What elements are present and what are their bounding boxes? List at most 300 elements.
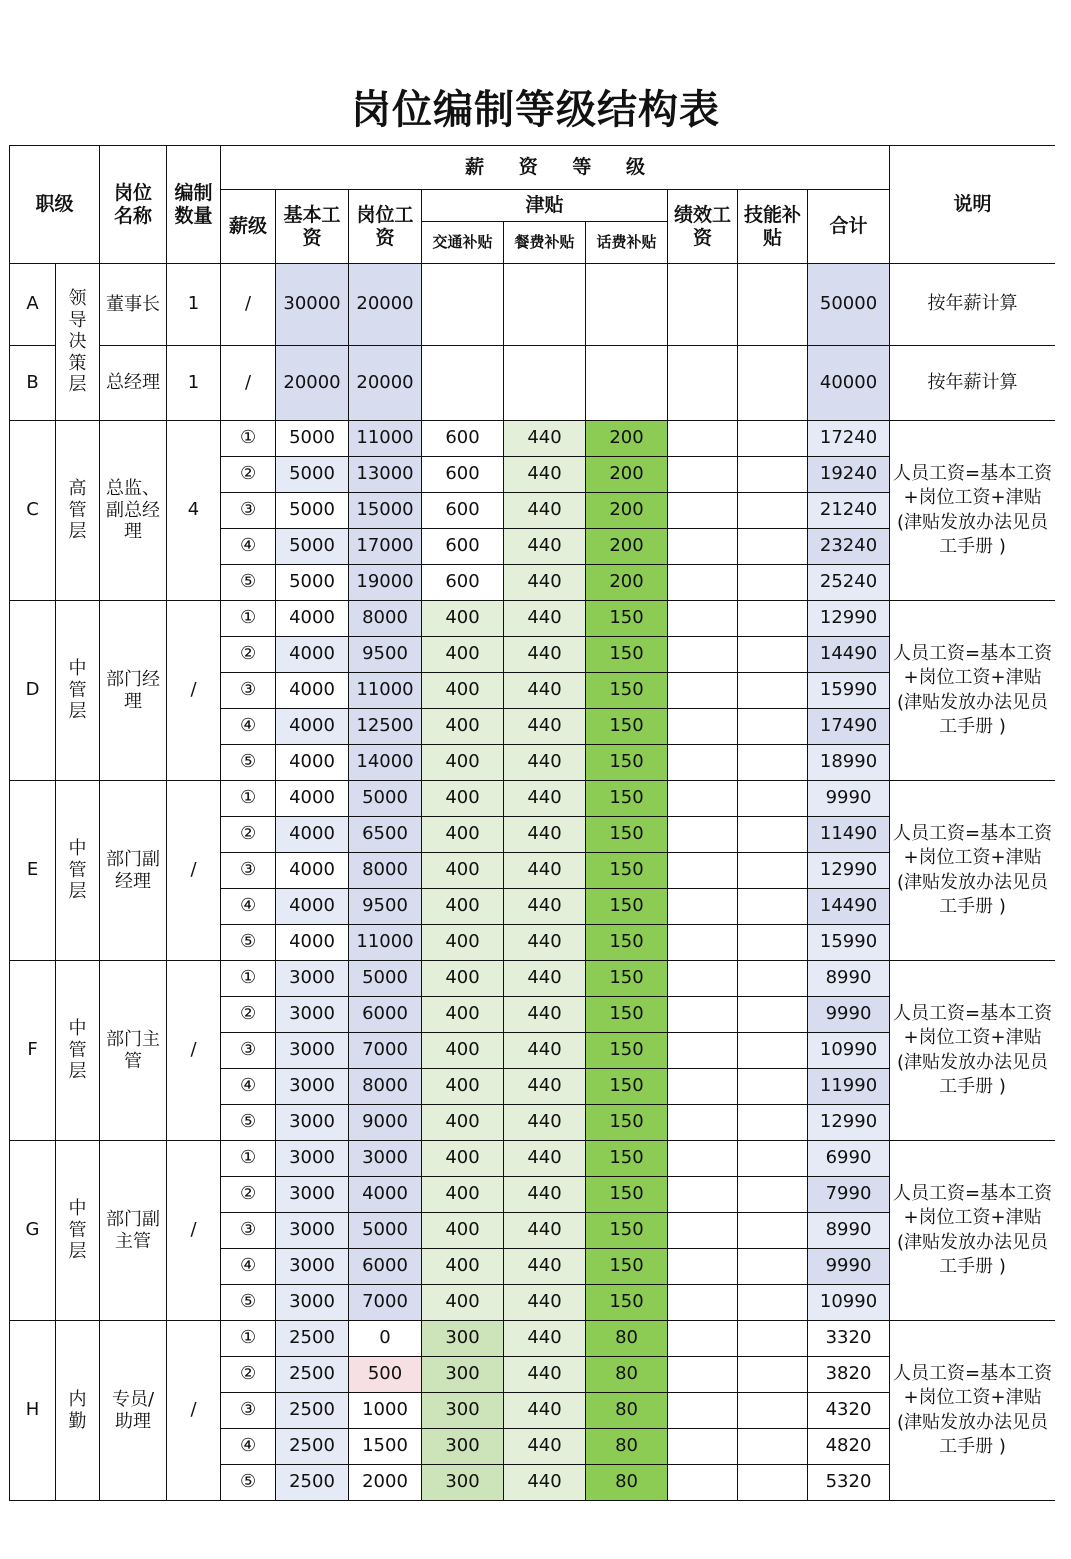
level-cell: ④ xyxy=(221,1249,276,1285)
phone-cell: 150 xyxy=(586,781,668,817)
phone-cell: 150 xyxy=(586,1105,668,1141)
post-wage-cell: 8000 xyxy=(349,1069,422,1105)
note-cell: 按年薪计算 xyxy=(890,346,1055,421)
skill-cell xyxy=(738,853,808,889)
total-cell: 14490 xyxy=(808,889,890,925)
transport-cell: 400 xyxy=(422,997,504,1033)
post-cell: 部门副主管 xyxy=(100,1141,167,1321)
skill-cell xyxy=(738,421,808,457)
base-cell: 3000 xyxy=(276,1033,349,1069)
skill-cell xyxy=(738,1285,808,1321)
meal-cell: 440 xyxy=(504,709,586,745)
header-note: 说明 xyxy=(890,146,1055,264)
meal-cell: 440 xyxy=(504,529,586,565)
salary-table-container xyxy=(9,145,1055,1559)
post-cell: 董事长 xyxy=(100,264,167,346)
post-wage-cell: 15000 xyxy=(349,493,422,529)
post-wage-cell: 5000 xyxy=(349,781,422,817)
post-wage-cell: 8000 xyxy=(349,853,422,889)
transport-cell: 400 xyxy=(422,1177,504,1213)
count-cell: / xyxy=(167,601,221,781)
rank-cell: E xyxy=(10,781,56,961)
note-cell: 人员工资=基本工资+岗位工资+津贴(津贴发放办法见员工手册 ) xyxy=(890,961,1055,1141)
skill-cell xyxy=(738,781,808,817)
header-allowance: 津贴 xyxy=(422,190,668,222)
post-wage-cell: 7000 xyxy=(349,1285,422,1321)
phone-cell xyxy=(586,346,668,421)
level-cell: ③ xyxy=(221,493,276,529)
performance-cell xyxy=(668,1429,738,1465)
total-cell: 40000 xyxy=(808,346,890,421)
level-cell: ④ xyxy=(221,1069,276,1105)
base-cell: 4000 xyxy=(276,781,349,817)
post-wage-cell: 9500 xyxy=(349,889,422,925)
transport-cell: 300 xyxy=(422,1465,504,1501)
note-cell: 人员工资=基本工资+岗位工资+津贴(津贴发放办法见员工手册 ) xyxy=(890,601,1055,781)
level-cell: ⑤ xyxy=(221,565,276,601)
phone-cell: 150 xyxy=(586,745,668,781)
level-cell: ④ xyxy=(221,529,276,565)
transport-cell: 600 xyxy=(422,529,504,565)
post-wage-cell: 4000 xyxy=(349,1177,422,1213)
transport-cell: 400 xyxy=(422,709,504,745)
transport-cell: 400 xyxy=(422,889,504,925)
layer-cell: 内勤 xyxy=(56,1321,100,1501)
base-cell: 30000 xyxy=(276,264,349,346)
post-wage-cell: 20000 xyxy=(349,346,422,421)
phone-cell: 200 xyxy=(586,565,668,601)
transport-cell: 300 xyxy=(422,1321,504,1357)
base-cell: 2500 xyxy=(276,1393,349,1429)
base-cell: 2500 xyxy=(276,1465,349,1501)
phone-cell: 150 xyxy=(586,853,668,889)
total-cell: 15990 xyxy=(808,673,890,709)
header-total: 合计 xyxy=(808,190,890,264)
performance-cell xyxy=(668,1069,738,1105)
total-cell: 3820 xyxy=(808,1357,890,1393)
note-cell: 人员工资=基本工资+岗位工资+津贴(津贴发放办法见员工手册 ) xyxy=(890,1321,1055,1501)
table-row xyxy=(10,421,1056,457)
base-cell: 2500 xyxy=(276,1429,349,1465)
phone-cell: 150 xyxy=(586,1177,668,1213)
table-row xyxy=(10,1141,1056,1177)
phone-cell: 150 xyxy=(586,637,668,673)
performance-cell xyxy=(668,1321,738,1357)
base-cell: 3000 xyxy=(276,997,349,1033)
total-cell: 10990 xyxy=(808,1033,890,1069)
phone-cell: 80 xyxy=(586,1393,668,1429)
header-skill: 技能补贴 xyxy=(738,190,808,264)
total-cell: 7990 xyxy=(808,1177,890,1213)
layer-cell: 中管层 xyxy=(56,601,100,781)
table-row xyxy=(10,1321,1056,1357)
header-headcount: 编制数量 xyxy=(167,146,221,264)
phone-cell: 150 xyxy=(586,709,668,745)
count-cell: / xyxy=(167,1141,221,1321)
skill-cell xyxy=(738,1465,808,1501)
base-cell: 3000 xyxy=(276,1069,349,1105)
meal-cell: 440 xyxy=(504,853,586,889)
performance-cell xyxy=(668,1249,738,1285)
post-wage-cell: 20000 xyxy=(349,264,422,346)
total-cell: 11990 xyxy=(808,1069,890,1105)
total-cell: 5320 xyxy=(808,1465,890,1501)
meal-cell: 440 xyxy=(504,493,586,529)
page-title: 岗位编制等级结构表 xyxy=(351,87,720,133)
post-wage-cell: 1000 xyxy=(349,1393,422,1429)
meal-cell: 440 xyxy=(504,1141,586,1177)
total-cell: 50000 xyxy=(808,264,890,346)
base-cell: 20000 xyxy=(276,346,349,421)
base-cell: 3000 xyxy=(276,1177,349,1213)
transport-cell: 400 xyxy=(422,925,504,961)
header-phone: 话费补贴 xyxy=(586,222,668,264)
performance-cell xyxy=(668,1393,738,1429)
phone-cell: 200 xyxy=(586,421,668,457)
skill-cell xyxy=(738,709,808,745)
meal-cell: 440 xyxy=(504,457,586,493)
level-cell: ③ xyxy=(221,853,276,889)
meal-cell: 440 xyxy=(504,1285,586,1321)
base-cell: 4000 xyxy=(276,709,349,745)
performance-cell xyxy=(668,1141,738,1177)
header-level: 薪级 xyxy=(221,190,276,264)
skill-cell xyxy=(738,745,808,781)
table-row xyxy=(10,781,1056,817)
post-wage-cell: 5000 xyxy=(349,961,422,997)
meal-cell: 440 xyxy=(504,1465,586,1501)
post-wage-cell: 500 xyxy=(349,1357,422,1393)
transport-cell: 400 xyxy=(422,817,504,853)
post-wage-cell: 14000 xyxy=(349,745,422,781)
table-row-b xyxy=(10,346,1056,421)
level-cell: ③ xyxy=(221,1213,276,1249)
performance-cell xyxy=(668,1285,738,1321)
performance-cell xyxy=(668,264,738,346)
base-cell: 2500 xyxy=(276,1357,349,1393)
performance-cell xyxy=(668,346,738,421)
skill-cell xyxy=(738,817,808,853)
performance-cell xyxy=(668,745,738,781)
level-cell: ① xyxy=(221,1321,276,1357)
meal-cell: 440 xyxy=(504,1249,586,1285)
level-cell: ① xyxy=(221,961,276,997)
base-cell: 3000 xyxy=(276,1213,349,1249)
skill-cell xyxy=(738,961,808,997)
meal-cell: 440 xyxy=(504,1357,586,1393)
performance-cell xyxy=(668,1033,738,1069)
meal-cell: 440 xyxy=(504,745,586,781)
transport-cell: 300 xyxy=(422,1357,504,1393)
skill-cell xyxy=(738,346,808,421)
performance-cell xyxy=(668,889,738,925)
post-cell: 总经理 xyxy=(100,346,167,421)
post-wage-cell: 5000 xyxy=(349,1213,422,1249)
level-cell: ① xyxy=(221,781,276,817)
meal-cell: 440 xyxy=(504,961,586,997)
total-cell: 21240 xyxy=(808,493,890,529)
phone-cell xyxy=(586,264,668,346)
meal-cell: 440 xyxy=(504,997,586,1033)
transport-cell: 400 xyxy=(422,1141,504,1177)
performance-cell xyxy=(668,997,738,1033)
transport-cell: 600 xyxy=(422,493,504,529)
header-transport: 交通补贴 xyxy=(422,222,504,264)
base-cell: 4000 xyxy=(276,673,349,709)
phone-cell: 150 xyxy=(586,1141,668,1177)
meal-cell: 440 xyxy=(504,601,586,637)
post-cell: 部门主管 xyxy=(100,961,167,1141)
total-cell: 12990 xyxy=(808,1105,890,1141)
total-cell: 25240 xyxy=(808,565,890,601)
total-cell: 9990 xyxy=(808,781,890,817)
base-cell: 4000 xyxy=(276,601,349,637)
post-wage-cell: 3000 xyxy=(349,1141,422,1177)
phone-cell: 150 xyxy=(586,961,668,997)
performance-cell xyxy=(668,961,738,997)
meal-cell: 440 xyxy=(504,817,586,853)
meal-cell: 440 xyxy=(504,1393,586,1429)
header-post-wage: 岗位工资 xyxy=(349,190,422,264)
phone-cell: 150 xyxy=(586,1213,668,1249)
post-wage-cell: 9500 xyxy=(349,637,422,673)
performance-cell xyxy=(668,781,738,817)
skill-cell xyxy=(738,637,808,673)
base-cell: 4000 xyxy=(276,817,349,853)
post-cell: 部门副经理 xyxy=(100,781,167,961)
performance-cell xyxy=(668,601,738,637)
post-wage-cell: 19000 xyxy=(349,565,422,601)
level-cell: ③ xyxy=(221,673,276,709)
performance-cell xyxy=(668,709,738,745)
transport-cell: 400 xyxy=(422,745,504,781)
total-cell: 8990 xyxy=(808,961,890,997)
meal-cell: 440 xyxy=(504,781,586,817)
performance-cell xyxy=(668,493,738,529)
meal-cell xyxy=(504,346,586,421)
transport-cell: 400 xyxy=(422,853,504,889)
transport-cell: 600 xyxy=(422,457,504,493)
total-cell: 4820 xyxy=(808,1429,890,1465)
total-cell: 17240 xyxy=(808,421,890,457)
level-cell: ② xyxy=(221,457,276,493)
phone-cell: 150 xyxy=(586,1285,668,1321)
header-base: 基本工资 xyxy=(276,190,349,264)
total-cell: 9990 xyxy=(808,997,890,1033)
performance-cell xyxy=(668,853,738,889)
meal-cell: 440 xyxy=(504,925,586,961)
total-cell: 14490 xyxy=(808,637,890,673)
phone-cell: 150 xyxy=(586,889,668,925)
rank-cell: C xyxy=(10,421,56,601)
performance-cell xyxy=(668,1357,738,1393)
count-cell: 1 xyxy=(167,264,221,346)
post-wage-cell: 11000 xyxy=(349,421,422,457)
total-cell: 12990 xyxy=(808,601,890,637)
base-cell: 5000 xyxy=(276,565,349,601)
post-wage-cell: 6500 xyxy=(349,817,422,853)
meal-cell: 440 xyxy=(504,1069,586,1105)
note-cell: 人员工资=基本工资+岗位工资+津贴(津贴发放办法见员工手册 ) xyxy=(890,781,1055,961)
base-cell: 3000 xyxy=(276,961,349,997)
phone-cell: 150 xyxy=(586,673,668,709)
phone-cell: 80 xyxy=(586,1429,668,1465)
rank-cell: G xyxy=(10,1141,56,1321)
phone-cell: 150 xyxy=(586,817,668,853)
skill-cell xyxy=(738,997,808,1033)
rank-cell: B xyxy=(10,346,56,421)
post-cell: 专员/助理 xyxy=(100,1321,167,1501)
meal-cell: 440 xyxy=(504,565,586,601)
transport-cell: 400 xyxy=(422,1285,504,1321)
performance-cell xyxy=(668,817,738,853)
performance-cell xyxy=(668,925,738,961)
transport-cell: 600 xyxy=(422,565,504,601)
phone-cell: 150 xyxy=(586,997,668,1033)
layer-cell: 中管层 xyxy=(56,781,100,961)
salary-table xyxy=(9,145,1055,1501)
base-cell: 3000 xyxy=(276,1105,349,1141)
total-cell: 3320 xyxy=(808,1321,890,1357)
transport-cell: 400 xyxy=(422,1213,504,1249)
skill-cell xyxy=(738,601,808,637)
post-wage-cell: 17000 xyxy=(349,529,422,565)
level-cell: ④ xyxy=(221,1429,276,1465)
header-performance: 绩效工资 xyxy=(668,190,738,264)
phone-cell: 150 xyxy=(586,1033,668,1069)
level-cell: ② xyxy=(221,1177,276,1213)
count-cell: / xyxy=(167,1321,221,1501)
transport-cell: 600 xyxy=(422,421,504,457)
total-cell: 11490 xyxy=(808,817,890,853)
meal-cell: 440 xyxy=(504,421,586,457)
post-wage-cell: 11000 xyxy=(349,925,422,961)
rank-cell: H xyxy=(10,1321,56,1501)
transport-cell: 400 xyxy=(422,637,504,673)
total-cell: 8990 xyxy=(808,1213,890,1249)
skill-cell xyxy=(738,1357,808,1393)
post-wage-cell: 7000 xyxy=(349,1033,422,1069)
total-cell: 12990 xyxy=(808,853,890,889)
level-cell: ④ xyxy=(221,889,276,925)
total-cell: 9990 xyxy=(808,1249,890,1285)
phone-cell: 150 xyxy=(586,601,668,637)
skill-cell xyxy=(738,264,808,346)
note-cell: 人员工资=基本工资+岗位工资+津贴(津贴发放办法见员工手册 ) xyxy=(890,421,1055,601)
level-cell: ② xyxy=(221,997,276,1033)
skill-cell xyxy=(738,673,808,709)
level-cell: ① xyxy=(221,1141,276,1177)
base-cell: 4000 xyxy=(276,925,349,961)
level-cell: ⑤ xyxy=(221,1105,276,1141)
base-cell: 4000 xyxy=(276,889,349,925)
note-cell: 人员工资=基本工资+岗位工资+津贴(津贴发放办法见员工手册 ) xyxy=(890,1141,1055,1321)
transport-cell: 400 xyxy=(422,601,504,637)
base-cell: 5000 xyxy=(276,493,349,529)
skill-cell xyxy=(738,1213,808,1249)
base-cell: 5000 xyxy=(276,529,349,565)
skill-cell xyxy=(738,889,808,925)
header-salary-grade: 薪 资 等 级 xyxy=(221,146,890,190)
post-wage-cell: 9000 xyxy=(349,1105,422,1141)
post-wage-cell: 12500 xyxy=(349,709,422,745)
performance-cell xyxy=(668,637,738,673)
header-post-name: 岗位名称 xyxy=(100,146,167,264)
phone-cell: 150 xyxy=(586,925,668,961)
meal-cell: 440 xyxy=(504,1429,586,1465)
meal-cell: 440 xyxy=(504,1105,586,1141)
header-rank: 职级 xyxy=(10,146,100,264)
base-cell: 4000 xyxy=(276,637,349,673)
meal-cell: 440 xyxy=(504,889,586,925)
total-cell: 15990 xyxy=(808,925,890,961)
skill-cell xyxy=(738,1177,808,1213)
transport-cell: 400 xyxy=(422,1249,504,1285)
layer-cell: 领导决策层 xyxy=(56,264,100,421)
phone-cell: 80 xyxy=(586,1321,668,1357)
performance-cell xyxy=(668,457,738,493)
skill-cell xyxy=(738,1249,808,1285)
post-wage-cell: 1500 xyxy=(349,1429,422,1465)
skill-cell xyxy=(738,529,808,565)
count-cell: / xyxy=(167,961,221,1141)
base-cell: 3000 xyxy=(276,1285,349,1321)
level-cell: ⑤ xyxy=(221,1285,276,1321)
transport-cell: 400 xyxy=(422,673,504,709)
meal-cell: 440 xyxy=(504,1033,586,1069)
level-cell: / xyxy=(221,264,276,346)
performance-cell xyxy=(668,673,738,709)
level-cell: ⑤ xyxy=(221,925,276,961)
performance-cell xyxy=(668,529,738,565)
phone-cell: 80 xyxy=(586,1357,668,1393)
post-wage-cell: 8000 xyxy=(349,601,422,637)
transport-cell xyxy=(422,346,504,421)
total-cell: 18990 xyxy=(808,745,890,781)
post-wage-cell: 6000 xyxy=(349,997,422,1033)
level-cell: ⑤ xyxy=(221,745,276,781)
transport-cell: 400 xyxy=(422,961,504,997)
total-cell: 10990 xyxy=(808,1285,890,1321)
base-cell: 3000 xyxy=(276,1141,349,1177)
transport-cell: 400 xyxy=(422,1069,504,1105)
total-cell: 4320 xyxy=(808,1393,890,1429)
level-cell: ② xyxy=(221,817,276,853)
rank-cell: D xyxy=(10,601,56,781)
skill-cell xyxy=(738,1069,808,1105)
layer-cell: 高管层 xyxy=(56,421,100,601)
header-meal: 餐费补贴 xyxy=(504,222,586,264)
skill-cell xyxy=(738,1429,808,1465)
table-row xyxy=(10,961,1056,997)
base-cell: 5000 xyxy=(276,457,349,493)
rank-cell: A xyxy=(10,264,56,346)
meal-cell: 440 xyxy=(504,637,586,673)
post-wage-cell: 2000 xyxy=(349,1465,422,1501)
base-cell: 4000 xyxy=(276,853,349,889)
performance-cell xyxy=(668,565,738,601)
skill-cell xyxy=(738,1033,808,1069)
post-wage-cell: 11000 xyxy=(349,673,422,709)
phone-cell: 150 xyxy=(586,1249,668,1285)
total-cell: 19240 xyxy=(808,457,890,493)
performance-cell xyxy=(668,1465,738,1501)
level-cell: / xyxy=(221,346,276,421)
base-cell: 5000 xyxy=(276,421,349,457)
phone-cell: 150 xyxy=(586,1069,668,1105)
meal-cell: 440 xyxy=(504,1177,586,1213)
level-cell: ① xyxy=(221,601,276,637)
